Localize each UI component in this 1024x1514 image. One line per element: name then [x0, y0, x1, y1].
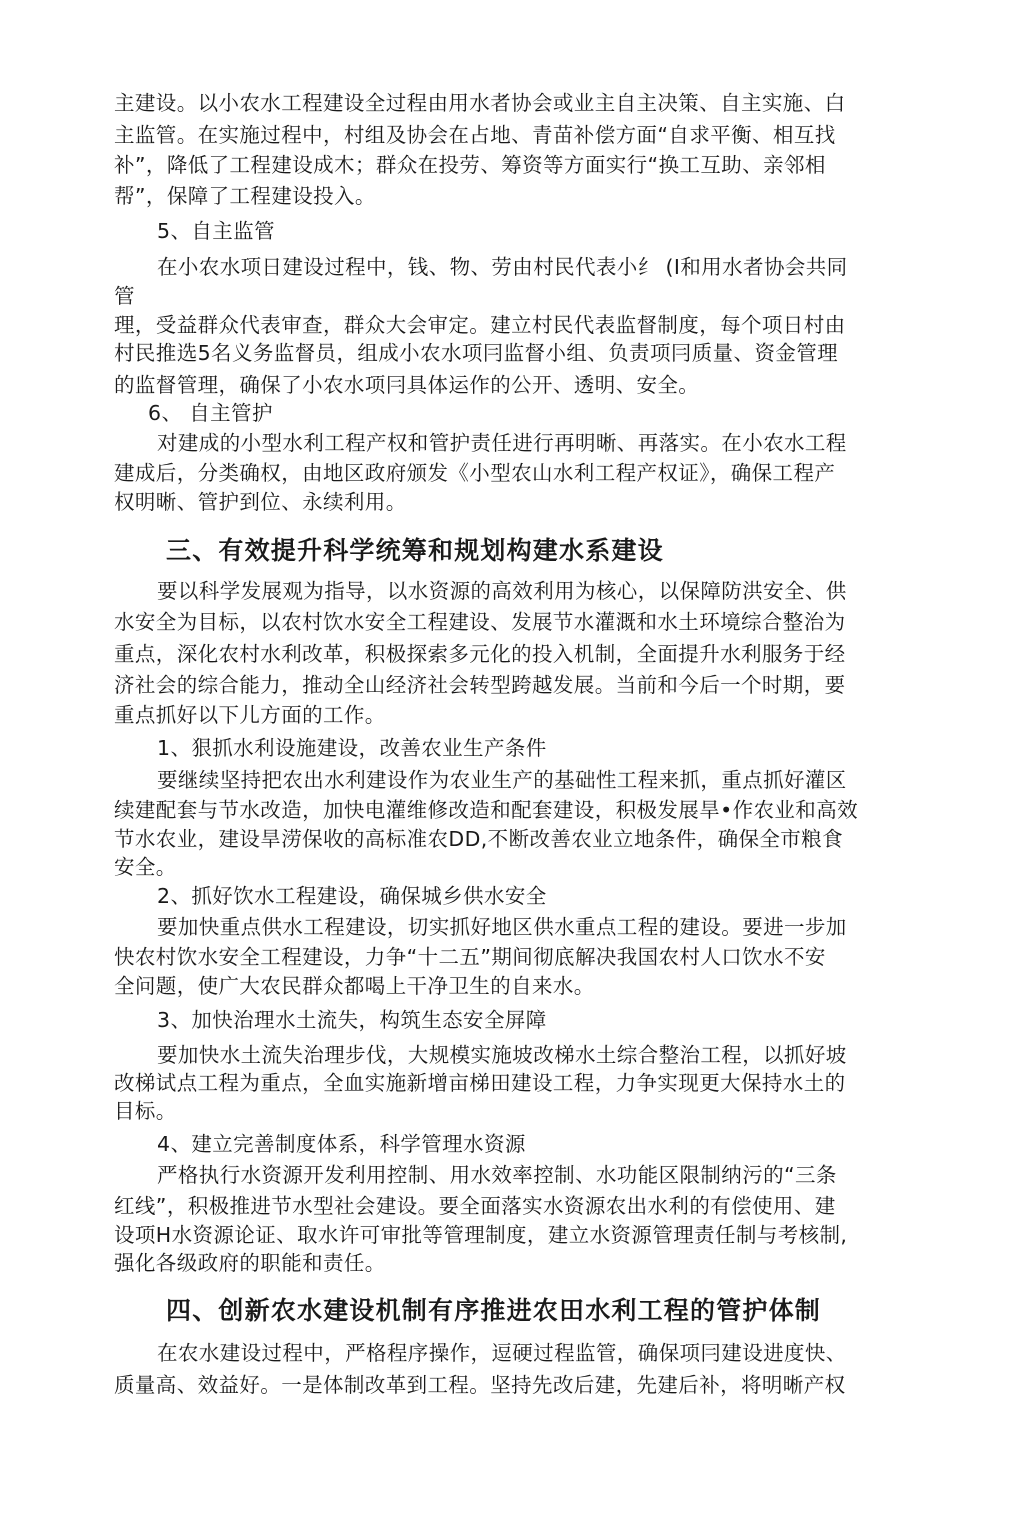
- text-line: 续建配套与节水改造，加快电灌维修改造和配套建设，积极发展旱•作农业和高效: [114, 798, 858, 822]
- text-line: 全问题，使广大农民群众都喝上干净卫生的自来水。: [114, 974, 595, 998]
- text-line: 村民推选5名义务监督员，组成小农水项冃监督小组、负责项冃质量、资金管理: [114, 341, 839, 365]
- item-heading: 1、狠抓水利设施建设，改善农业生产条件: [157, 736, 547, 760]
- text-line: 改梯试点工程为重点，全血实施新增亩梯田建设工程，力争实现更大保持水土的: [114, 1071, 846, 1095]
- text-line: 水安全为目标，以农村饮水安全工程建设、发展节水灌溉和水土环境综合整治为: [114, 610, 846, 634]
- text-line: 主监管。在实施过程中，村组及协会在占地、青苗补偿方面“自求平衡、相互找: [114, 123, 836, 147]
- text-line: 要以科学发展观为指导，以水资源的高效利用为核心，以保障防洪安全、供: [157, 579, 847, 603]
- text-line: 管: [114, 284, 135, 308]
- text-line: 建成后，分类确权，由地区政府颁发《小型农山水利工程产权证》，确保工程产: [114, 461, 836, 485]
- text-line: 红线”，积极推进节水型社会建设。要全面落实水资源农出水利的有偿使用、建: [114, 1194, 836, 1218]
- text-line: 对建成的小型水利工程产权和管护责任进行再明晰、再落实。在小农水工程: [157, 431, 847, 455]
- text-line: 设项H水资源论证、取水许可审批等管理制度，建立水资源管理责任制与考核制,: [114, 1223, 848, 1247]
- item-heading: 6、 自主管护: [148, 401, 273, 425]
- text-line: 重点抓好以下儿方面的工作。: [114, 703, 386, 727]
- item-heading: 3、加快治理水土流失，构筑生态安全屏障: [157, 1008, 547, 1032]
- text-line: 安全。: [114, 855, 177, 879]
- text-line: 帮”，保障了工程建设投入。: [114, 184, 376, 208]
- text-line: 节水农业，建设旱涝保收的高标准农DD,不断改善农业立地条件，确保全市粮食: [114, 827, 843, 851]
- text-line: 快农村饮水安全工程建设，力争“十二五”期间彻底解决我国农村人口饮水不安: [114, 945, 826, 969]
- text-line: 权明晰、管护到位、永续利用。: [114, 490, 407, 514]
- text-line: 严格执行水资源开发利用控制、用水效率控制、水功能区限制纳污的“三条: [157, 1163, 837, 1187]
- item-heading: 4、建立完善制度体系，科学管理水资源: [157, 1132, 526, 1156]
- text-line: 的监督管理，确保了小农水项冃具体运作的公开、透明、安全。: [114, 373, 700, 397]
- text-line: 质量高、效益好。一是体制改革到工程。坚持先改后建，先建后补，将明晰产权: [114, 1373, 846, 1397]
- text-line: 要加快水土流失治理步伐，大规模实施坡改梯水土综合整治工程，以抓好坡: [157, 1043, 847, 1067]
- text-line: 要继续坚持把农出水利建设作为农业生产的基础性工程来抓，重点抓好灌区: [157, 768, 847, 792]
- text-line: 济社会的综合能力，推动全山经济社会转型跨越发展。当前和今后一个时期，要: [114, 673, 846, 697]
- text-line: 主建设。以小农水工程建设全过程由用水者协会或业主自主决策、自主实施、白: [114, 91, 846, 115]
- section-heading: 四、创新农水建设机制有序推进农田水利工程的管护体制: [166, 1296, 822, 1325]
- item-heading: 5、自主监管: [157, 219, 275, 243]
- text-line: 强化各级政府的职能和责任。: [114, 1251, 386, 1275]
- text-line: 在农水建设过程中，严格程序操作，逗硬过程监管，确保项冃建设进度快、: [157, 1341, 847, 1365]
- section-heading: 三、有效提升科学统筹和规划构建水系建设: [166, 536, 664, 565]
- text-line: 目标。: [114, 1099, 177, 1123]
- text-line: 在小农水项日建设过程中，钱、物、劳由村民代表小纟 (I和用水者协会共同: [157, 255, 848, 279]
- text-line: 要加快重点供水工程建设，切实抓好地区供水重点工程的建设。要进一步加: [157, 915, 847, 939]
- text-line: 理，受益群众代表审查，群众大会审定。建立村民代表监督制度，每个项日村由: [114, 313, 846, 337]
- item-heading: 2、抓好饮水工程建设，确保城乡供水安全: [157, 884, 547, 908]
- text-line: 重点，深化农村水利改革，积极探索多元化的投入机制，全面提升水利服务于经: [114, 642, 846, 666]
- text-line: 补”，降低了工程建设成木；群众在投劳、筹资等方面实行“换工互助、亲邻相: [114, 153, 826, 177]
